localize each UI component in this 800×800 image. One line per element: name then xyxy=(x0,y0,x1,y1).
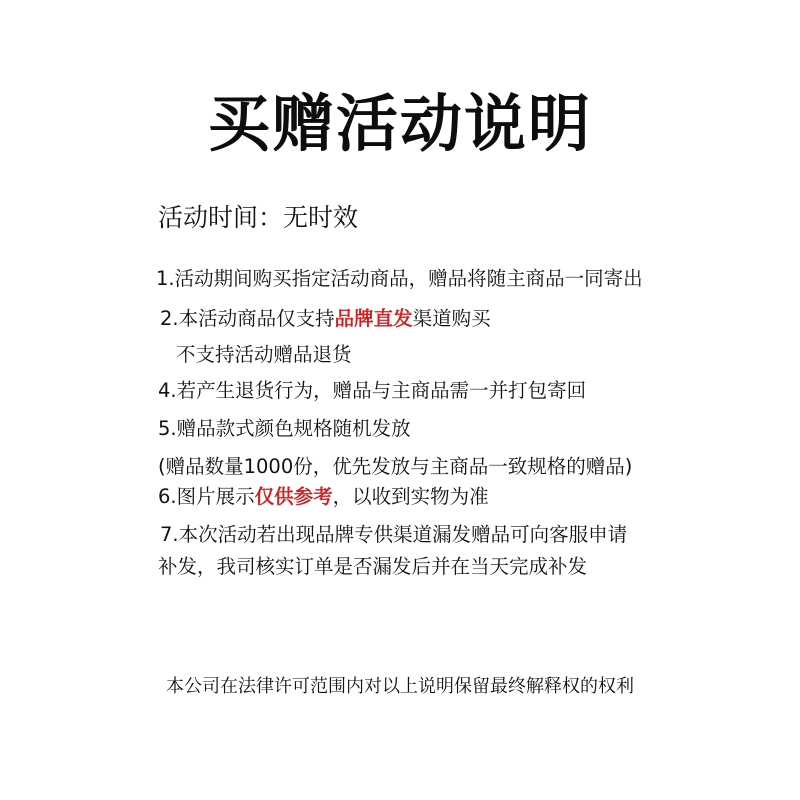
rule-line-2 xyxy=(160,304,491,334)
rule-line-5 xyxy=(158,414,411,444)
rule-text: 2.本活动商品仅支持 xyxy=(160,307,335,330)
rule-line-3 xyxy=(176,340,352,370)
rule-text: 4.若产生退货行为，赠品与主商品需一并打包寄回 xyxy=(158,379,587,402)
rule-line-9 xyxy=(158,552,587,582)
rule-line-1 xyxy=(156,264,643,294)
rule-text: ，以收到实物为准 xyxy=(332,485,489,508)
rule-text: 6.图片展示 xyxy=(158,485,255,508)
rule-text: 7.本次活动若出现品牌专供渠道漏发赠品可向客服申请 xyxy=(160,523,628,546)
highlight-brand-direct: 品牌直发 xyxy=(334,307,413,330)
rule-text: (赠品数量1000份，优先发放与主商品一致规格的赠品) xyxy=(158,455,633,478)
rule-text: 1.活动期间购买指定活动商品，赠品将随主商品一同寄出 xyxy=(156,267,643,290)
rule-line-8 xyxy=(160,520,627,550)
activity-time: 活动时间：无时效 xyxy=(158,203,359,232)
rule-line-4 xyxy=(158,376,586,406)
rule-text: 5.赠品款式颜色规格随机发放 xyxy=(158,417,411,440)
rule-line-6 xyxy=(158,452,632,482)
page-title: 买赠活动说明 xyxy=(207,87,592,160)
rule-text: 不支持活动赠品退货 xyxy=(176,343,352,366)
rule-line-7 xyxy=(158,482,489,512)
rule-text: 渠道购买 xyxy=(412,307,491,330)
rule-text: 补发，我司核实订单是否漏发后并在当天完成补发 xyxy=(158,555,588,578)
highlight-reference-only: 仅供参考 xyxy=(254,485,333,508)
footer-disclaimer: 本公司在法律许可范围内对以上说明保留最终解释权的权利 xyxy=(166,676,634,697)
